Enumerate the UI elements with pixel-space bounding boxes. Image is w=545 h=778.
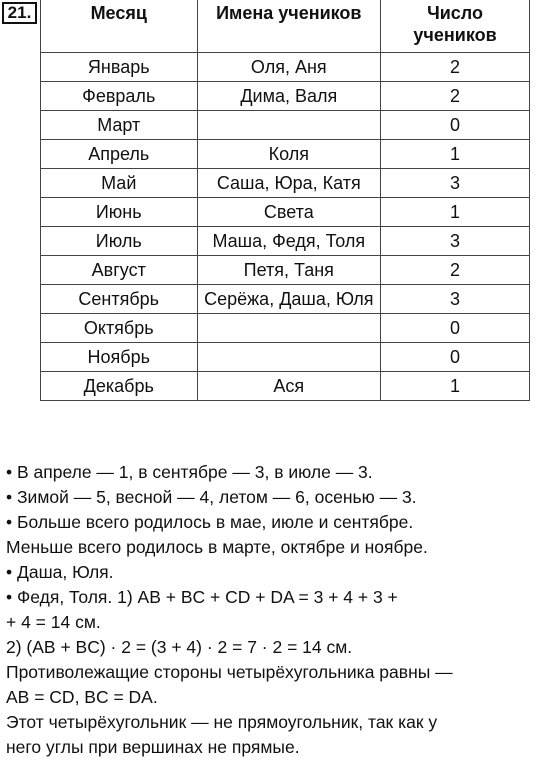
answer-line: Этот четырёхугольник — не прямоугольник, так как у bbox=[6, 712, 438, 732]
cell-count: 1 bbox=[381, 198, 530, 227]
cell-count: 1 bbox=[381, 372, 530, 401]
table-row bbox=[41, 343, 530, 372]
cell-names: Дима, Валя bbox=[197, 82, 381, 111]
cell-count: 3 bbox=[381, 227, 530, 256]
cell-month: Февраль bbox=[41, 82, 198, 111]
table-row bbox=[41, 372, 530, 401]
table-body bbox=[41, 53, 530, 401]
cell-names: Саша, Юра, Катя bbox=[197, 169, 381, 198]
answer-line: AB = CD, BC = DA. bbox=[6, 687, 158, 707]
table-row bbox=[41, 198, 530, 227]
table-row bbox=[41, 285, 530, 314]
cell-count: 3 bbox=[381, 285, 530, 314]
cell-month: Ноябрь bbox=[41, 343, 198, 372]
table-row bbox=[41, 227, 530, 256]
cell-names: Оля, Аня bbox=[197, 53, 381, 82]
answer-line: • Даша, Юля. bbox=[6, 562, 114, 582]
table-row bbox=[41, 53, 530, 82]
cell-month: Сентябрь bbox=[41, 285, 198, 314]
answer-line: • Зимой — 5, весной — 4, летом — 6, осенью — 3. bbox=[6, 487, 417, 507]
cell-count: 3 bbox=[381, 169, 530, 198]
answer-line: 2) (AB + BC) · 2 = (3 + 4) · 2 = 7 · 2 = 14 см. bbox=[6, 637, 353, 657]
cell-names: Серёжа, Даша, Юля bbox=[197, 285, 381, 314]
table-header-row bbox=[41, 0, 530, 53]
cell-count: 0 bbox=[381, 314, 530, 343]
answers-text bbox=[6, 460, 542, 760]
header-names: Имена учеников bbox=[197, 0, 381, 53]
cell-month: Июнь bbox=[41, 198, 198, 227]
cell-month: Апрель bbox=[41, 140, 198, 169]
header-count: Число учеников bbox=[381, 0, 530, 53]
answer-line: • В апреле — 1, в сентябре — 3, в июле — 3. bbox=[6, 462, 373, 482]
table-row bbox=[41, 82, 530, 111]
cell-count: 2 bbox=[381, 82, 530, 111]
cell-count: 2 bbox=[381, 53, 530, 82]
cell-names bbox=[197, 314, 381, 343]
table-row bbox=[41, 140, 530, 169]
table-row bbox=[41, 169, 530, 198]
answer-line: него углы при вершинах не прямые. bbox=[6, 737, 300, 757]
cell-names bbox=[197, 111, 381, 140]
answer-line: + 4 = 14 см. bbox=[6, 612, 101, 632]
answer-line: • Больше всего родилось в мае, июле и сентябре. bbox=[6, 512, 414, 532]
header-month: Месяц bbox=[41, 0, 198, 53]
cell-month: Октябрь bbox=[41, 314, 198, 343]
answer-line: • Федя, Толя. 1) AB + BC + CD + DA = 3 + 4 + 3 + bbox=[6, 587, 398, 607]
cell-month: Декабрь bbox=[41, 372, 198, 401]
task-number: 21. bbox=[2, 2, 37, 24]
table-row bbox=[41, 256, 530, 285]
cell-count: 2 bbox=[381, 256, 530, 285]
cell-names: Петя, Таня bbox=[197, 256, 381, 285]
birthdays-table bbox=[40, 0, 530, 401]
cell-month: Январь bbox=[41, 53, 198, 82]
cell-month: Май bbox=[41, 169, 198, 198]
cell-month: Июль bbox=[41, 227, 198, 256]
cell-count: 0 bbox=[381, 343, 530, 372]
cell-names: Коля bbox=[197, 140, 381, 169]
answer-line: Противолежащие стороны четырёхугольника равны — bbox=[6, 662, 453, 682]
cell-count: 0 bbox=[381, 111, 530, 140]
cell-month: Август bbox=[41, 256, 198, 285]
answer-line: Меньше всего родилось в марте, октябре и ноябре. bbox=[6, 537, 428, 557]
table-row bbox=[41, 314, 530, 343]
cell-names: Света bbox=[197, 198, 381, 227]
cell-names bbox=[197, 343, 381, 372]
cell-names: Маша, Федя, Толя bbox=[197, 227, 381, 256]
cell-names: Ася bbox=[197, 372, 381, 401]
cell-month: Март bbox=[41, 111, 198, 140]
cell-count: 1 bbox=[381, 140, 530, 169]
table-row bbox=[41, 111, 530, 140]
